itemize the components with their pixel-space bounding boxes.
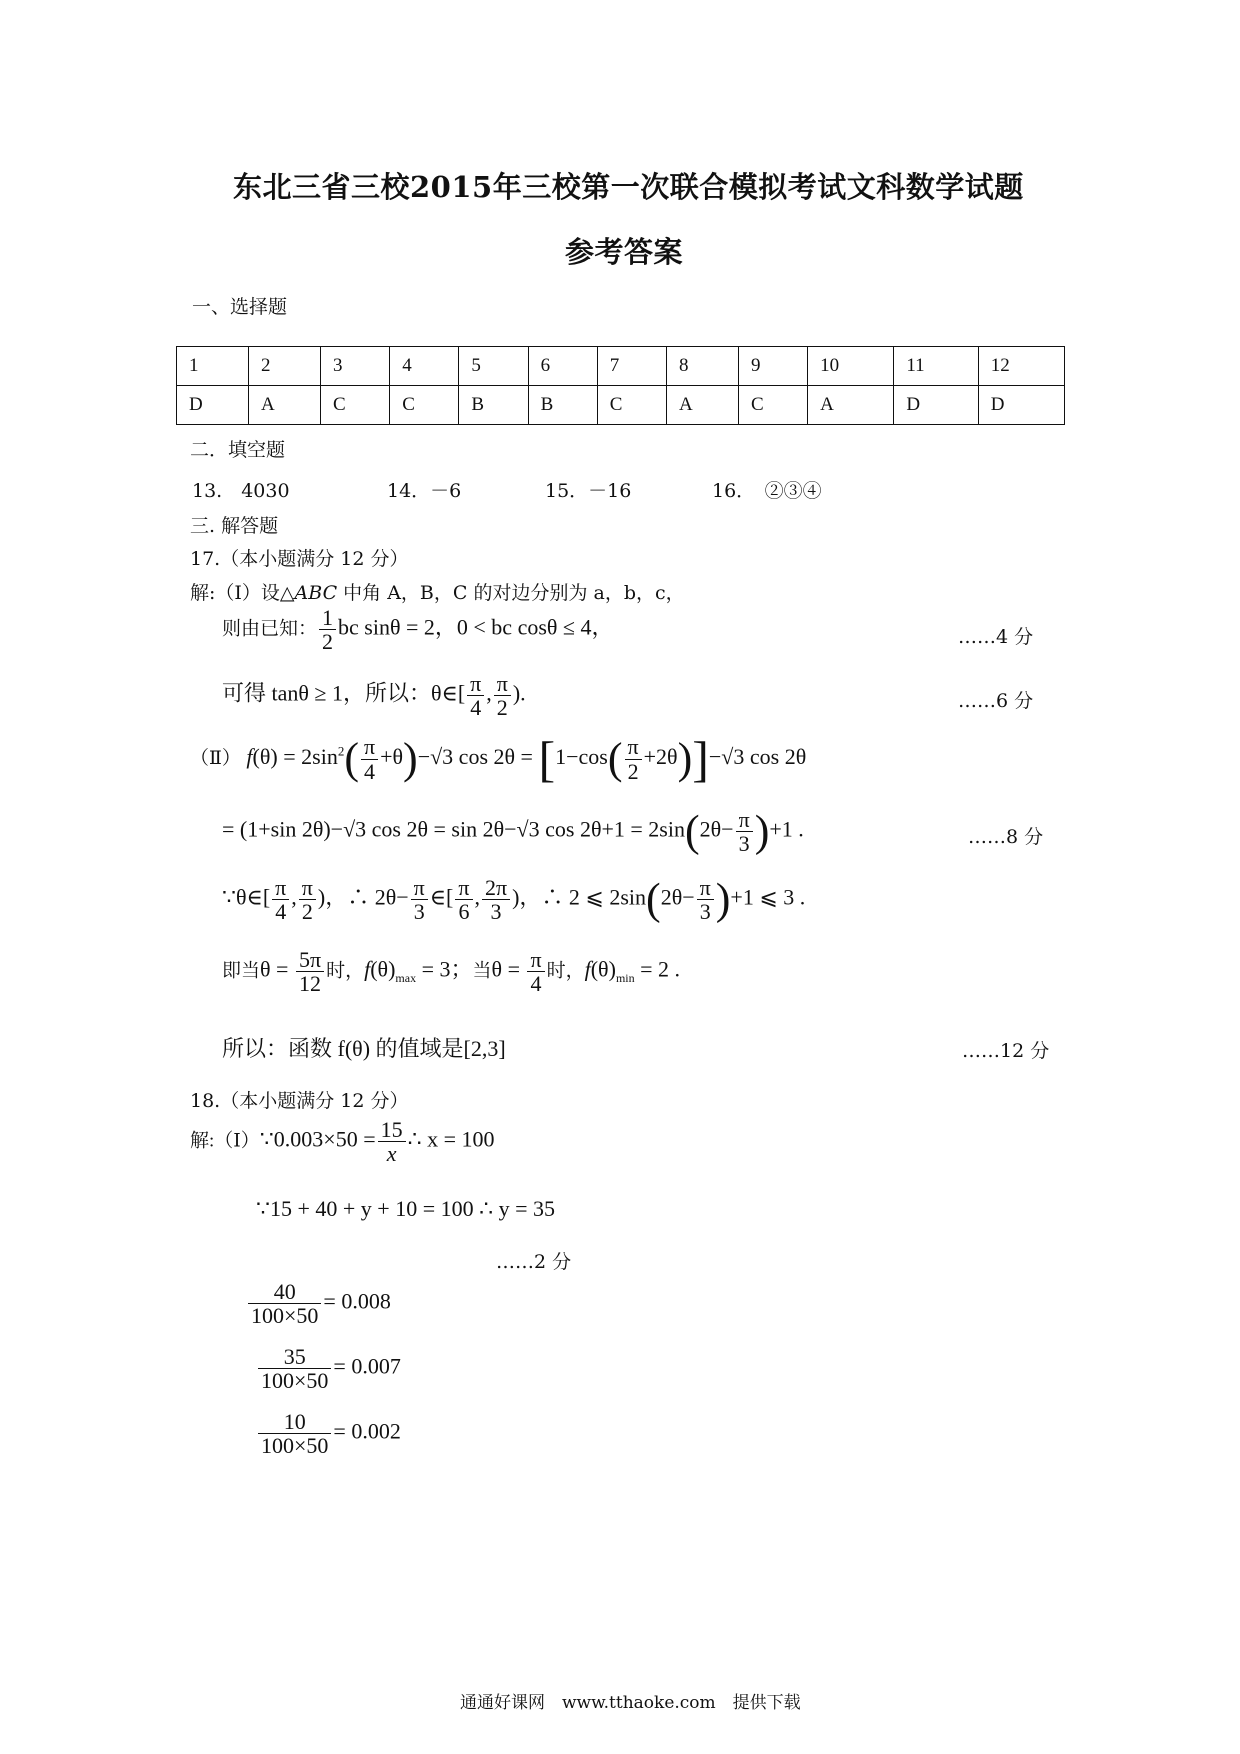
q18-frac1-num: 40 (248, 1280, 321, 1304)
q18-eq1-left: ∵0.003×50 = (259, 1126, 376, 1152)
table-cell: A (249, 386, 321, 425)
table-cell: A (808, 386, 894, 425)
fill-answer-15: 15．－16 (545, 480, 632, 502)
q17-part1-intro (190, 578, 685, 605)
fraction-half: $\frac{1}{2}$ (319, 606, 336, 653)
q17-part1-rest: 中角 A，B，C 的对边分别为 a，b，c， (337, 582, 685, 604)
fill-answer-16: 16． ②③④ (712, 480, 822, 502)
table-cell: 3 (321, 347, 390, 386)
q17-line1-math: bc sinθ = 2，0 < bc cosθ ≤ 4， (338, 614, 614, 640)
q17-line1-prefix: 则由已知： (222, 618, 318, 640)
table-cell: D (894, 386, 978, 425)
q17-score-6: ……6 分 (958, 690, 1034, 712)
q17-score-12: ……12 分 (962, 1040, 1050, 1062)
q18-frac2-num: 35 (258, 1345, 331, 1369)
answer-table (176, 346, 1065, 425)
table-row-answers (177, 386, 1065, 425)
q18-eq2: ∵15 + 40 + y + 10 = 100 ∴ y = 35 (256, 1196, 556, 1221)
section-solution-label: 三. 解答题 (190, 515, 279, 537)
q17-score-4: ……4 分 (958, 626, 1034, 648)
table-cell: C (321, 386, 390, 425)
table-cell: D (978, 386, 1064, 425)
q18-frac1 (246, 1280, 391, 1327)
section-fill-label: 二．填空题 (190, 439, 286, 461)
table-cell: 9 (738, 347, 807, 386)
table-cell: 6 (528, 347, 597, 386)
q17-part1-label: 解:（Ⅰ）设△ (190, 582, 295, 604)
table-cell: 4 (390, 347, 459, 386)
q17-line5-prefix: 即当 (222, 960, 261, 982)
q17-part2-label: （Ⅱ） (190, 748, 241, 770)
page-title: 东北三省三校2015年三校第一次联合模拟考试文科数学试题 (233, 170, 1024, 204)
table-cell: 12 (978, 347, 1064, 386)
table-cell: 1 (177, 347, 249, 386)
table-cell: 10 (808, 347, 894, 386)
table-cell: B (528, 386, 597, 425)
table-cell: B (459, 386, 528, 425)
q18-part1-label: 解:（Ⅰ） (190, 1130, 260, 1152)
table-cell: C (738, 386, 807, 425)
q18-frac3-num: 10 (258, 1410, 331, 1434)
table-cell: 7 (597, 347, 666, 386)
q18-frac2 (256, 1345, 401, 1392)
q17-header: 17.（本小题满分 12 分） (190, 548, 409, 570)
table-cell: D (177, 386, 249, 425)
q18-frac3-val: = 0.002 (333, 1418, 401, 1444)
table-cell: 8 (666, 347, 738, 386)
table-cell: C (597, 386, 666, 425)
fill-answer-13: 13. 4030 (192, 480, 290, 502)
page-footer: 通通好课网 www.tthaoke.com 提供下载 (460, 1693, 801, 1713)
q17-score-8: ……8 分 (968, 826, 1044, 848)
q18-frac3-den: 100×50 (261, 1433, 329, 1459)
table-cell: 5 (459, 347, 528, 386)
q17-line2: 可得 tanθ ≥ 1，所以：θ∈[ $\frac{\pi}{4}$ , $\frac{\pi}{2}$ ). (222, 671, 526, 721)
q18-frac2-val: = 0.007 (333, 1353, 401, 1379)
q17-line6: 即当θ = $\frac{5\pi}{12}$ 时，$f(\theta)_{max} = 3$；当θ = $\frac{\pi}{4}$ 时，$f(\theta)_{min} = 2$ . (222, 947, 681, 997)
triangle-abc: ABC (294, 582, 338, 604)
q17-line5: ∵θ∈[ $\frac{\pi}{4}$ , $\frac{\pi}{2}$ )，∴ 2θ− $\frac{\pi}{3}$ ∈[ $\frac{\pi}{6}$ , $\frac{2\pi}{3}$ )，∴ 2 ⩽ 2sin(2θ− $\frac{\pi}{3}$ )+1 ⩽ 3 . (222, 874, 806, 925)
table-cell: 11 (894, 347, 978, 386)
table-cell: C (390, 386, 459, 425)
q17-line1 (222, 606, 614, 653)
q18-frac3 (256, 1410, 401, 1457)
table-row-numbers (177, 347, 1065, 386)
q17-line2-text: 可得 tanθ ≥ 1，所以：θ∈[ (222, 680, 466, 706)
page-subtitle: 参考答案 (565, 235, 684, 269)
q18-frac2-den: 100×50 (261, 1368, 329, 1394)
q18-header: 18.（本小题满分 12 分） (190, 1090, 409, 1112)
q18-eq1-right: ∴ x = 100 (407, 1126, 495, 1152)
q18-frac1-val: = 0.008 (323, 1288, 391, 1314)
section-choice-label: 一、选择题 (192, 296, 288, 318)
q18-frac1-den: 100×50 (251, 1303, 319, 1329)
table-cell: 2 (249, 347, 321, 386)
q18-score-2: ……2 分 (496, 1251, 572, 1273)
q18-eq1: 解:（Ⅰ）∵0.003×50 = $\frac{15}{x}$ ∴ x = 100 (190, 1117, 495, 1167)
fill-answer-14: 14．－6 (387, 480, 462, 502)
q17-line7: 所以：函数 f(θ) 的值域是[2,3] (222, 1036, 506, 1061)
q17-line3: （Ⅱ） $f(\theta) = 2\sin^2$( $\frac{\pi}{4}$ +θ)−√3 cos 2θ = [1−cos( $\frac{\pi}{2}$ +2θ)]−√3 cos 2θ (190, 731, 807, 787)
q17-line4-prefix: ∵θ∈[ (222, 884, 271, 910)
q17-line4: = (1+sin 2θ)−√3 cos 2θ = sin 2θ−√3 cos 2θ+1 = 2sin(2θ− $\frac{\pi}{3}$ )+1 . (222, 806, 804, 857)
table-cell: A (666, 386, 738, 425)
